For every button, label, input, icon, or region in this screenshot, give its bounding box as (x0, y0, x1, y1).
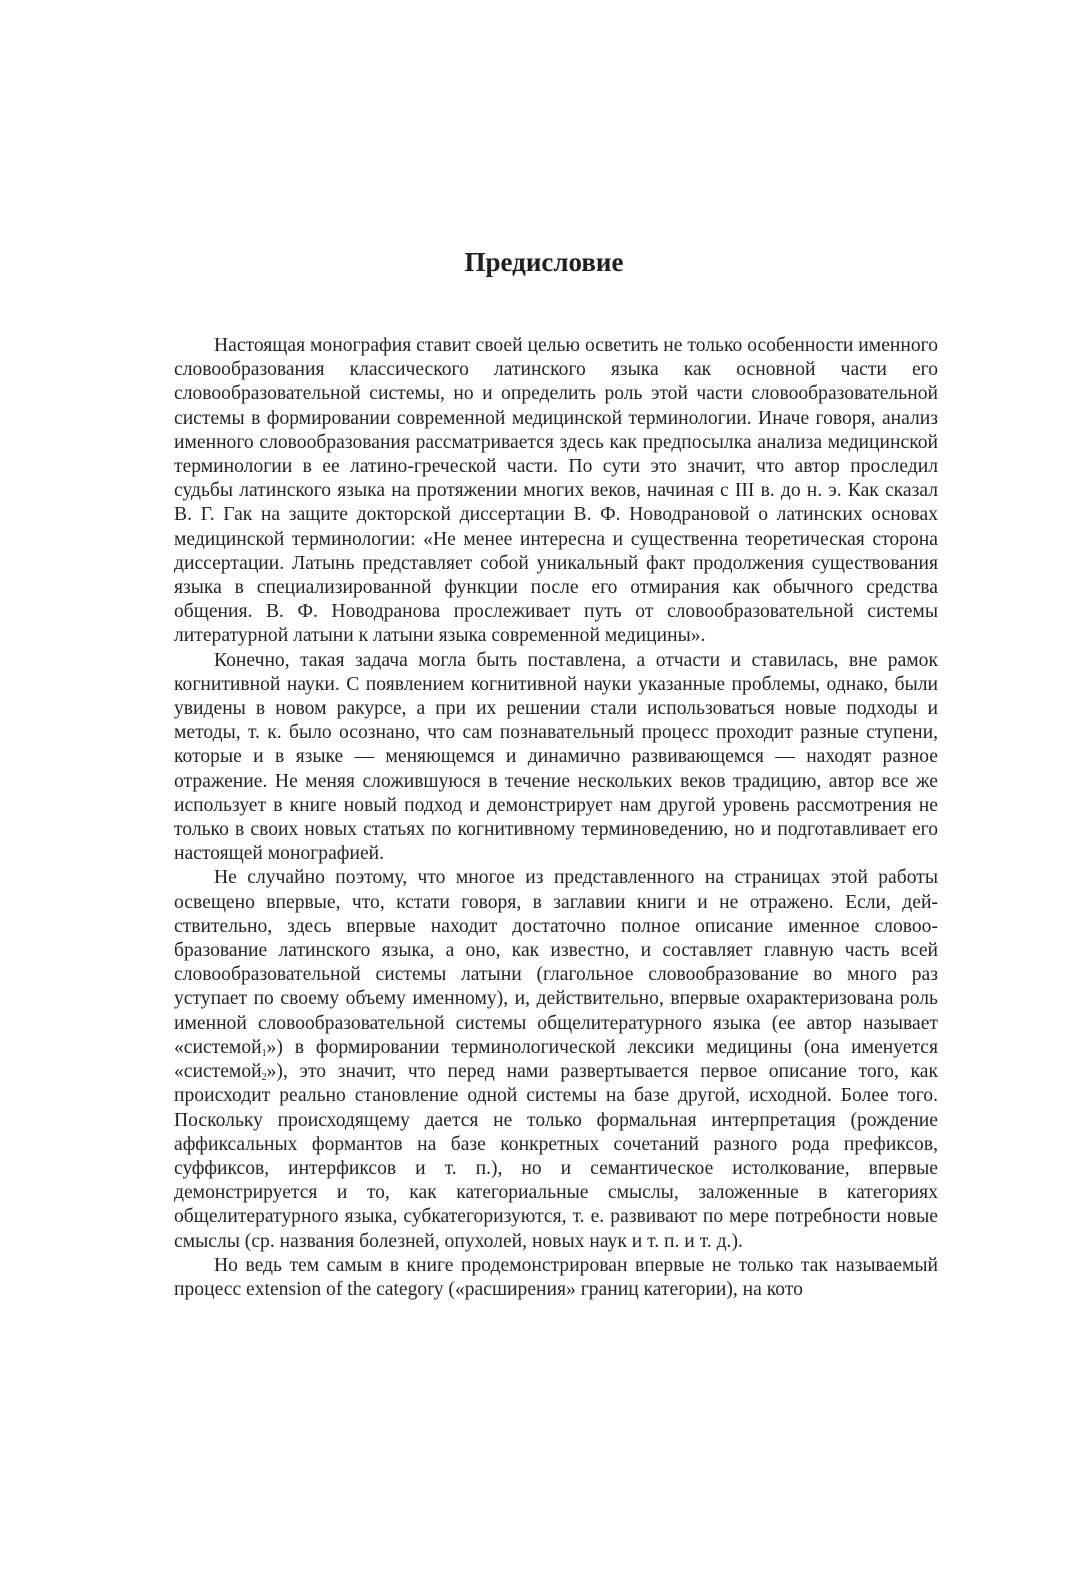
paragraph-text: Конечно, такая задача могла быть поставлена, а отчасти и ставилась, вне рамок когнитивной науки. С появлением когнитивной науки указанные проблемы, однако, были увидены в новом ракурсе, а при их решении стали использоваться новые подходы и методы, т. к. было осознано, что сам познавательный процесс проходит разные ступени, которые и в языке — меняющемся и динамично развивающемся — находят разное отражение. Не меняя сложившуюся в течение нескольких веков традицию, автор все же использует в книге новый подход и демонстрирует нам другой уровень рассмотрения не только в своих новых статьях по когнитивному терминоведению, но и подготавливает его настоящей монографией. (174, 649, 938, 865)
paragraph-1 (174, 334, 938, 649)
page-title: Предисловие (464, 247, 624, 277)
paragraph-2 (174, 649, 938, 867)
paragraph-text: Настоящая монография ставит своей целью осветить не только особенности именного словообразования классического латинского языка как основной части его словообразовательной системы, но и определить роль этой части словообразовательной системы в формировании современной медицинской терминологии. Иначе говоря, анализ именного словообразования рассматривается здесь как предпосылка анализа медицинской терминологии в ее латино-греческой части. По сути это значит, что автор проследил судьбы латинского языка на протяжении многих веков, начиная с III в. до н. э. Как сказал В. Г. Гак на защите докторской диссертации В. Ф. Новодрановой о латинских основах медицинской терминологии: «Не менее интересна и существенна теоретическая сторона диссертации. Латынь представляет собой уникальный факт продолжения существования языка в специализированной функции после его отмирания как обычного средства общения. В. Ф. Новодранова прослеживает путь от словообразовательной системы литературной латыни к латыни языка современной медицины». (174, 335, 938, 647)
preface-body (174, 334, 938, 1302)
paragraph-3 (174, 866, 938, 1253)
paragraph-4 (174, 1254, 938, 1302)
subscript-index: 2 (261, 1072, 267, 1084)
subscript-index: 1 (261, 1047, 267, 1059)
paragraph-text: »), это значит, что перед нами развертывается первое описание того, как происходит реально становление одной системы на базе другой, исходной. Более того. Поскольку происходящему дается не только формальная интерпретация (рождение аффиксальных формантов на базе конкретных сочетаний разного рода префиксов, суффиксов, интерфиксов и т. п.), но и семантическое истолкование, впервые демонстрируется и то, как категориальные смыслы, заложенные в категориях общелитературного языка, субкатегоризуются, т. е. развивают по мере потребности новые смыслы (ср. названия болезней, опухолей, новых наук и т. п. и т. д.). (174, 1061, 938, 1252)
paragraph-text: Но ведь тем самым в книге продемонстрирован впервые не только так называемый процесс extension of the category («расширения» границ категории), на кото (174, 1254, 938, 1300)
paragraph-text: ») в формировании терминологической лексики медицины (она именуется «системой (174, 1036, 938, 1083)
paragraph-text: Не случайно поэтому, что многое из представленного на страницах этой работы освещено впервые, что, кстати говоря, в заглавии книги и не отражено. Если, действительно, здесь впервые находит достаточно полное описание именное словообразование латинского языка, а оно, как известно, и составляет главную часть всей словообразовательной системы латыни (глагольное словообразование во много раз уступает по своему объему именному), и, действительно, впервые охарактеризована роль именной словообразовательной системы общелитературного языка (ее автор называет «системой (174, 867, 938, 1058)
